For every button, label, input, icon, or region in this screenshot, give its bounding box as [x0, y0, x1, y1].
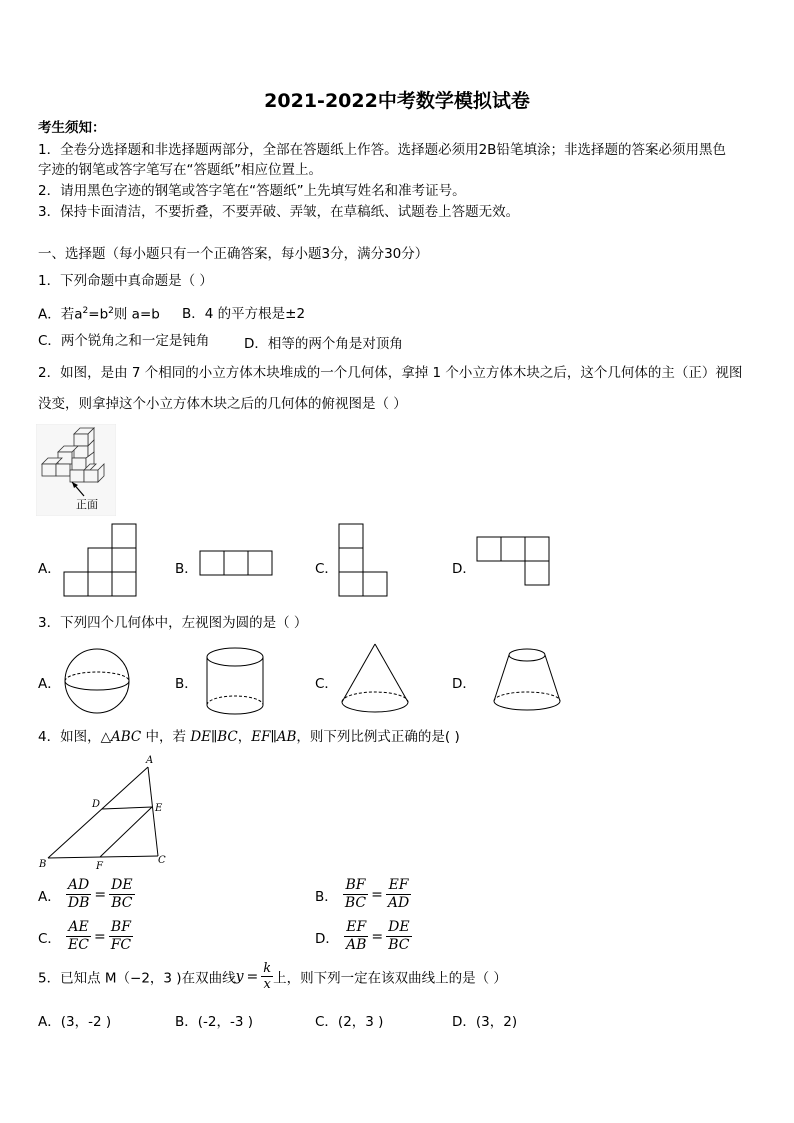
- q1-a-label: A．若: [38, 306, 75, 323]
- q2-option-c-label: C．: [315, 561, 338, 577]
- q5-k: k: [263, 961, 272, 976]
- q4-c-frac1: [66, 919, 91, 954]
- q4-b-n1: BF: [343, 877, 368, 895]
- q4-stem-pre: 4．如图，: [38, 729, 101, 745]
- q1-a-sup1: 2: [82, 306, 89, 316]
- q3-option-c-label: C．: [315, 676, 338, 692]
- q4-point-c: C: [158, 855, 166, 866]
- q4-a-frac2: [109, 877, 134, 912]
- q1-a-sup2: 2: [108, 306, 114, 316]
- notice-item-1-cont: 字迹的钢笔或答字笔写在“答题纸”相应位置上。: [38, 162, 322, 178]
- q4-stem-mid: 中，若: [141, 729, 191, 745]
- q2-front-label: 正面: [76, 498, 98, 511]
- q4-stem-post: ，则下列比例式正确的是( ): [296, 729, 460, 745]
- q2-option-b-label: B．: [175, 561, 198, 577]
- q4-option-a-label: A．: [38, 888, 61, 905]
- q4-point-e: E: [155, 803, 163, 814]
- q4-a-eq: =: [94, 886, 107, 903]
- q3-option-a-label: A．: [38, 676, 61, 692]
- q1-a-expr: a: [74, 306, 83, 323]
- q5-y: y: [235, 968, 244, 985]
- q4-a-n1: AD: [66, 877, 92, 895]
- q2-cube-stack-figure: [36, 424, 116, 516]
- q5-option-a: A．(3，-2 ): [38, 1014, 112, 1030]
- q4-triangle-figure: [36, 755, 176, 873]
- q4-b-n2: EF: [386, 877, 411, 895]
- q3-sphere-figure: [60, 645, 134, 717]
- q4-option-c: [38, 919, 133, 954]
- q4-stem: [38, 728, 460, 746]
- q4-option-a: [38, 877, 135, 912]
- q5-option-c: C．(2，3 ): [315, 1014, 384, 1030]
- q4-b-frac2: [386, 877, 411, 912]
- q4-option-c-label: C．: [38, 930, 61, 947]
- q3-option-b-label: B．: [175, 676, 198, 692]
- q4-b-d1: BC: [344, 895, 367, 911]
- notice-item-1: 1．全卷分选择题和非选择题两部分，全部在答题纸上作答。选择题必须用2B铅笔填涂；非选择题的答案必须用黑色: [38, 142, 726, 158]
- notice-heading: 考生须知：: [38, 120, 106, 136]
- q2-option-d-grid: [475, 535, 555, 589]
- q4-c-d2: FC: [110, 937, 132, 953]
- q4-condition-2: EF∥AB: [251, 729, 297, 745]
- page-title: 2021-2022中考数学模拟试卷: [264, 90, 530, 112]
- q4-a-d2: BC: [111, 895, 133, 911]
- q4-d-frac2: [386, 919, 411, 954]
- q4-triangle: △ABC: [100, 729, 142, 745]
- q4-b-d2: AD: [387, 895, 410, 911]
- q4-option-b: [315, 877, 411, 912]
- q4-option-d: [315, 919, 412, 954]
- q4-d-n2: DE: [388, 919, 410, 935]
- q1-a-eq: =b: [88, 306, 109, 323]
- q1-a-tail: 则 a=b: [113, 306, 160, 323]
- q5-option-b: B．(-2，-3 ): [175, 1014, 254, 1030]
- q5-eq: =: [246, 968, 259, 985]
- q4-c-frac2: [109, 919, 133, 954]
- q3-frustum-figure: [490, 645, 564, 715]
- q5-stem-post: 上，则下列一定在该双曲线上的是（ ）: [273, 970, 507, 987]
- section-heading: 一、选择题（每小题只有一个正确答案，每小题3分，满分30分）: [38, 246, 429, 262]
- q4-d-d1: AB: [346, 937, 367, 953]
- q4-point-f: F: [96, 861, 103, 872]
- q2-option-d-label: D．: [452, 561, 476, 577]
- q5-option-d: D．(3，2): [452, 1014, 518, 1030]
- q4-stem-sep: ，: [237, 729, 252, 745]
- q4-c-n2: BF: [109, 919, 133, 937]
- q4-point-a: A: [146, 755, 154, 766]
- q3-option-d-label: D．: [452, 676, 476, 692]
- q4-a-frac1: [66, 877, 92, 912]
- q4-a-n2: DE: [111, 877, 133, 893]
- q4-c-n1: AE: [66, 919, 91, 937]
- q4-d-frac1: [344, 919, 368, 954]
- q4-option-b-label: B．: [315, 888, 338, 905]
- q4-d-n1: EF: [344, 919, 368, 937]
- q4-point-b: B: [39, 859, 47, 870]
- q2-stem-line1: 2．如图，是由 7 个相同的小立方体木块堆成的一个几何体，拿掉 1 个小立方体木块之后，这个几何体的主（正）视图: [38, 365, 743, 381]
- q2-option-c-grid: [336, 523, 392, 601]
- q3-cone-figure: [338, 642, 412, 716]
- q2-option-b-grid: [198, 549, 278, 577]
- q5-stem-pre: 5．已知点 M（−2，3 )在双曲线: [38, 970, 236, 987]
- q4-option-d-label: D．: [315, 930, 339, 947]
- q5-stem: [38, 961, 507, 992]
- q4-b-frac1: [343, 877, 368, 912]
- q1-option-b: B．4 的平方根是±2: [182, 306, 306, 322]
- q4-b-eq: =: [371, 886, 383, 903]
- q1-option-a: [38, 302, 160, 324]
- q4-d-eq: =: [371, 928, 384, 945]
- q4-condition-1: DE∥BC: [190, 729, 238, 745]
- q2-option-a-grid: [60, 523, 140, 599]
- q4-point-d: D: [92, 799, 101, 810]
- q4-c-d1: EC: [68, 937, 89, 953]
- q1-option-d: D．相等的两个角是对顶角: [244, 336, 403, 352]
- q2-option-a-label: A．: [38, 561, 61, 577]
- notice-item-3: 3．保持卡面清洁，不要折叠，不要弄破、弄皱，在草稿纸、试题卷上答题无效。: [38, 204, 520, 220]
- q1-stem: 1．下列命题中真命题是（ ）: [38, 273, 213, 289]
- q4-c-eq: =: [93, 928, 106, 945]
- q5-x: x: [263, 977, 271, 992]
- q5-fraction: [261, 961, 273, 992]
- q3-stem: 3．下列四个几何体中，左视图为圆的是（ ）: [38, 615, 308, 631]
- q2-stem-line2: 没变，则拿掉这个小立方体木块之后的几何体的俯视图是（ ）: [38, 396, 407, 412]
- q4-a-d1: DB: [67, 895, 90, 911]
- notice-item-2: 2．请用黑色字迹的钢笔或答字笔在“答题纸”上先填写姓名和准考证号。: [38, 183, 466, 199]
- q4-d-d2: BC: [388, 937, 410, 953]
- q3-cylinder-figure: [203, 645, 267, 719]
- q1-option-c: C．两个锐角之和一定是钝角: [38, 333, 210, 349]
